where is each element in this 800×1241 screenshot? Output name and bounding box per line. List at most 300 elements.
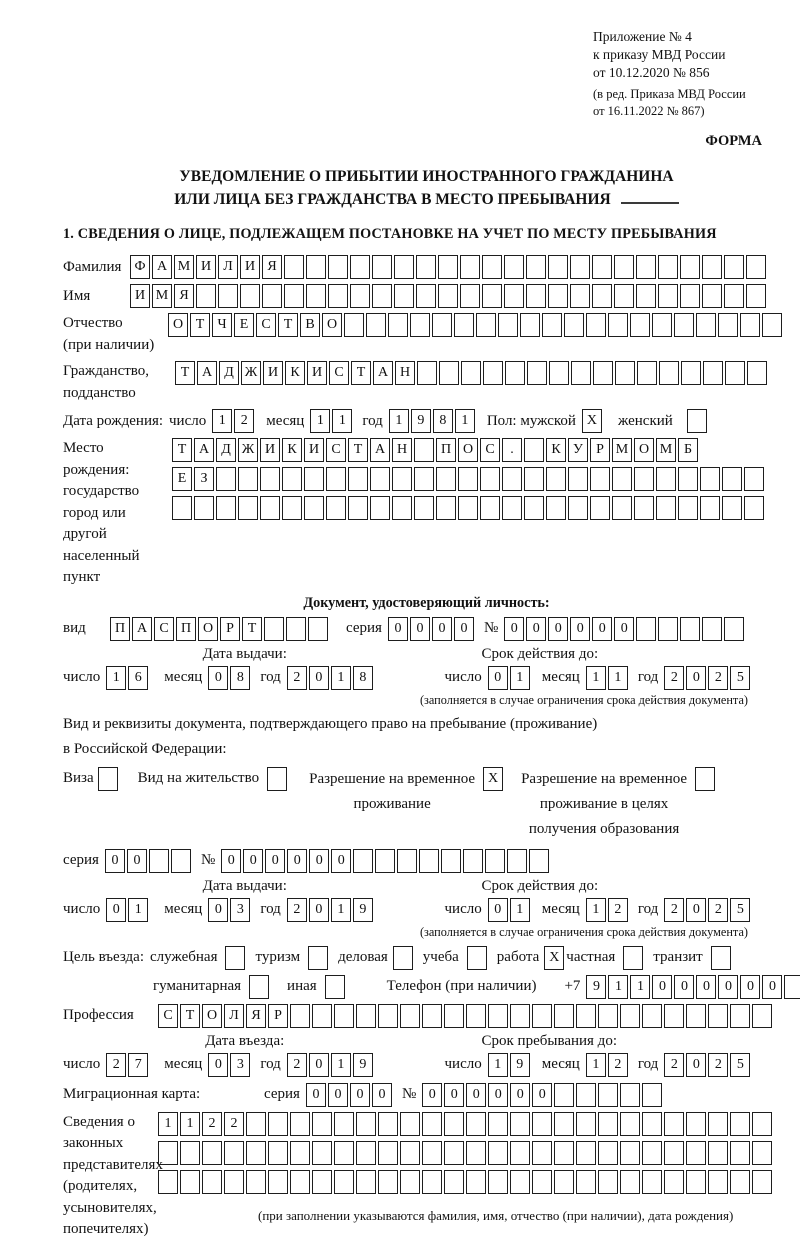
cell[interactable] <box>284 284 304 308</box>
cell[interactable]: 0 <box>105 849 125 873</box>
cell[interactable]: Е <box>172 467 192 491</box>
cell[interactable]: 0 <box>686 666 706 690</box>
cell[interactable] <box>460 284 480 308</box>
cell[interactable] <box>171 849 191 873</box>
cell[interactable]: 1 <box>488 1053 508 1077</box>
cell[interactable]: Е <box>234 313 254 337</box>
cell[interactable] <box>498 313 518 337</box>
cell[interactable] <box>571 361 591 385</box>
cell[interactable]: К <box>285 361 305 385</box>
cell[interactable] <box>334 1112 354 1136</box>
cell[interactable] <box>378 1004 398 1028</box>
cell[interactable]: Т <box>172 438 192 462</box>
cell[interactable] <box>458 496 478 520</box>
cell[interactable] <box>488 1004 508 1028</box>
cell[interactable]: 0 <box>287 849 307 873</box>
cell[interactable] <box>414 438 434 462</box>
cell[interactable]: М <box>152 284 172 308</box>
cell[interactable] <box>504 255 524 279</box>
cell[interactable]: Я <box>246 1004 266 1028</box>
cell[interactable] <box>620 1141 640 1165</box>
purpose-study-checkbox[interactable] <box>467 946 489 970</box>
cell[interactable]: С <box>326 438 346 462</box>
cell[interactable]: 0 <box>674 975 694 999</box>
cell[interactable] <box>417 361 437 385</box>
cell[interactable] <box>546 467 566 491</box>
cell[interactable] <box>246 1141 266 1165</box>
cell[interactable] <box>400 1112 420 1136</box>
cell[interactable] <box>505 361 525 385</box>
cell[interactable] <box>400 1004 420 1028</box>
residence-issue-day-input[interactable] <box>106 898 150 922</box>
cell[interactable] <box>378 1170 398 1194</box>
cell[interactable] <box>400 1141 420 1165</box>
cell[interactable] <box>216 467 236 491</box>
cell[interactable] <box>702 255 722 279</box>
cell[interactable]: 0 <box>221 849 241 873</box>
cell[interactable] <box>548 284 568 308</box>
cell[interactable] <box>642 1112 662 1136</box>
cell[interactable] <box>441 849 461 873</box>
cell[interactable]: Ж <box>238 438 258 462</box>
cell[interactable] <box>356 1004 376 1028</box>
cell[interactable]: 9 <box>353 1053 373 1077</box>
cell[interactable] <box>393 946 413 970</box>
cell[interactable]: 0 <box>454 617 474 641</box>
cell[interactable]: Т <box>278 313 298 337</box>
migration-series-input[interactable] <box>306 1083 394 1107</box>
cell[interactable] <box>546 496 566 520</box>
cell[interactable]: 1 <box>331 666 351 690</box>
cell[interactable] <box>240 284 260 308</box>
cell[interactable]: А <box>132 617 152 641</box>
cell[interactable]: 8 <box>230 666 250 690</box>
cell[interactable] <box>784 975 800 999</box>
cell[interactable]: И <box>304 438 324 462</box>
cell[interactable] <box>664 1141 684 1165</box>
cell[interactable]: Д <box>219 361 239 385</box>
cell[interactable] <box>527 361 547 385</box>
cell[interactable] <box>444 1170 464 1194</box>
cell[interactable] <box>652 313 672 337</box>
cell[interactable] <box>98 767 118 791</box>
cell[interactable]: Т <box>180 1004 200 1028</box>
cell[interactable] <box>238 496 258 520</box>
cell[interactable] <box>576 1141 596 1165</box>
cell[interactable] <box>350 255 370 279</box>
cell[interactable]: 0 <box>510 1083 530 1107</box>
cell[interactable] <box>410 313 430 337</box>
cell[interactable] <box>637 361 657 385</box>
cell[interactable] <box>436 467 456 491</box>
cell[interactable]: 5 <box>730 1053 750 1077</box>
cell[interactable]: 0 <box>350 1083 370 1107</box>
cell[interactable]: Т <box>351 361 371 385</box>
cell[interactable]: 0 <box>488 666 508 690</box>
cell[interactable]: О <box>202 1004 222 1028</box>
cell[interactable]: 2 <box>708 898 728 922</box>
cell[interactable] <box>752 1112 772 1136</box>
cell[interactable] <box>466 1112 486 1136</box>
cell[interactable] <box>608 313 628 337</box>
cell[interactable]: 2 <box>608 898 628 922</box>
cell[interactable] <box>467 946 487 970</box>
cell[interactable]: Я <box>262 255 282 279</box>
given-name-input[interactable] <box>130 284 768 308</box>
surname-input[interactable] <box>130 255 768 279</box>
cell[interactable] <box>463 849 483 873</box>
purpose-tourism-checkbox[interactable] <box>308 946 330 970</box>
cell[interactable]: 1 <box>332 409 352 433</box>
cell[interactable] <box>224 1141 244 1165</box>
cell[interactable] <box>308 946 328 970</box>
cell[interactable] <box>722 496 742 520</box>
cell[interactable]: 5 <box>730 898 750 922</box>
cell[interactable]: 0 <box>686 898 706 922</box>
cell[interactable] <box>432 313 452 337</box>
cell[interactable] <box>246 1170 266 1194</box>
cell[interactable] <box>502 496 522 520</box>
cell[interactable] <box>524 438 544 462</box>
cell[interactable]: 3 <box>230 898 250 922</box>
cell[interactable] <box>436 496 456 520</box>
cell[interactable]: И <box>307 361 327 385</box>
cell[interactable]: 2 <box>287 1053 307 1077</box>
cell[interactable] <box>623 946 643 970</box>
cell[interactable]: З <box>194 467 214 491</box>
cell[interactable] <box>268 1141 288 1165</box>
cell[interactable]: П <box>176 617 196 641</box>
cell[interactable]: 3 <box>230 1053 250 1077</box>
cell[interactable] <box>344 313 364 337</box>
cell[interactable] <box>730 1170 750 1194</box>
patronymic-input[interactable] <box>168 313 784 337</box>
cell[interactable] <box>598 1112 618 1136</box>
cell[interactable] <box>744 496 764 520</box>
cell[interactable] <box>680 284 700 308</box>
residence-issue-month-input[interactable] <box>208 898 252 922</box>
purpose-delovaya-checkbox[interactable] <box>393 946 415 970</box>
cell[interactable] <box>730 1004 750 1028</box>
cell[interactable] <box>480 467 500 491</box>
doc-expiry-day-input[interactable] <box>488 666 532 690</box>
cell[interactable] <box>334 1170 354 1194</box>
cell[interactable]: 0 <box>570 617 590 641</box>
cell[interactable] <box>681 361 701 385</box>
cell[interactable] <box>507 849 527 873</box>
cell[interactable] <box>568 467 588 491</box>
cell[interactable] <box>620 1112 640 1136</box>
cell[interactable] <box>172 496 192 520</box>
cell[interactable] <box>510 1170 530 1194</box>
cell[interactable] <box>180 1141 200 1165</box>
cell[interactable] <box>752 1004 772 1028</box>
cell[interactable] <box>304 496 324 520</box>
cell[interactable] <box>656 496 676 520</box>
cell[interactable] <box>260 467 280 491</box>
cell[interactable]: А <box>152 255 172 279</box>
cell[interactable] <box>702 284 722 308</box>
cell[interactable] <box>488 1170 508 1194</box>
cell[interactable] <box>664 1170 684 1194</box>
cell[interactable]: 1 <box>331 1053 351 1077</box>
cell[interactable]: X <box>483 767 503 791</box>
cell[interactable]: О <box>168 313 188 337</box>
cell[interactable]: О <box>198 617 218 641</box>
cell[interactable] <box>370 467 390 491</box>
cell[interactable] <box>703 361 723 385</box>
cell[interactable] <box>620 1170 640 1194</box>
cell[interactable] <box>439 361 459 385</box>
cell[interactable]: И <box>263 361 283 385</box>
cell[interactable] <box>636 284 656 308</box>
cell[interactable] <box>524 496 544 520</box>
cell[interactable]: 0 <box>309 898 329 922</box>
residence-expiry-day-input[interactable] <box>488 898 532 922</box>
cell[interactable] <box>718 313 738 337</box>
cell[interactable] <box>400 1170 420 1194</box>
purpose-private-checkbox[interactable] <box>623 946 645 970</box>
entry-month-input[interactable] <box>208 1053 252 1077</box>
cell[interactable] <box>458 467 478 491</box>
cell[interactable] <box>576 1004 596 1028</box>
cell[interactable] <box>658 255 678 279</box>
cell[interactable]: К <box>546 438 566 462</box>
cell[interactable]: Л <box>224 1004 244 1028</box>
cell[interactable] <box>312 1141 332 1165</box>
cell[interactable] <box>267 767 287 791</box>
cell[interactable] <box>268 1170 288 1194</box>
cell[interactable]: 2 <box>608 1053 628 1077</box>
cell[interactable]: Т <box>348 438 368 462</box>
cell[interactable] <box>549 361 569 385</box>
cell[interactable] <box>466 1170 486 1194</box>
purpose-business-checkbox[interactable] <box>225 946 247 970</box>
cell[interactable]: 9 <box>510 1053 530 1077</box>
cell[interactable] <box>568 496 588 520</box>
stay-year-input[interactable] <box>664 1053 752 1077</box>
cell[interactable]: 7 <box>128 1053 148 1077</box>
cell[interactable]: 0 <box>526 617 546 641</box>
cell[interactable] <box>532 1170 552 1194</box>
cell[interactable] <box>397 849 417 873</box>
cell[interactable]: 0 <box>718 975 738 999</box>
cell[interactable] <box>570 284 590 308</box>
cell[interactable]: Д <box>216 438 236 462</box>
residence-number-input[interactable] <box>221 849 551 873</box>
cell[interactable]: С <box>480 438 500 462</box>
cell[interactable] <box>372 284 392 308</box>
cell[interactable] <box>225 946 245 970</box>
cell[interactable]: 0 <box>388 617 408 641</box>
cell[interactable] <box>444 1112 464 1136</box>
cell[interactable]: X <box>582 409 602 433</box>
cell[interactable] <box>664 1004 684 1028</box>
cell[interactable] <box>730 1112 750 1136</box>
doc-issue-year-input[interactable] <box>287 666 375 690</box>
cell[interactable] <box>620 1004 640 1028</box>
representatives-line1-input[interactable] <box>158 1112 774 1136</box>
cell[interactable] <box>708 1112 728 1136</box>
cell[interactable] <box>586 313 606 337</box>
cell[interactable] <box>264 617 284 641</box>
doc-issue-month-input[interactable] <box>208 666 252 690</box>
cell[interactable] <box>510 1004 530 1028</box>
cell[interactable]: 0 <box>243 849 263 873</box>
birth-place-line2-input[interactable] <box>172 467 766 491</box>
cell[interactable] <box>262 284 282 308</box>
cell[interactable] <box>532 1112 552 1136</box>
cell[interactable] <box>476 313 496 337</box>
cell[interactable] <box>284 255 304 279</box>
cell[interactable] <box>520 313 540 337</box>
cell[interactable]: 2 <box>664 666 684 690</box>
cell[interactable] <box>249 975 269 999</box>
birth-place-line1-input[interactable] <box>172 438 766 462</box>
cell[interactable] <box>483 361 503 385</box>
cell[interactable] <box>218 284 238 308</box>
cell[interactable] <box>752 1170 772 1194</box>
cell[interactable] <box>312 1112 332 1136</box>
residence-issue-year-input[interactable] <box>287 898 375 922</box>
cell[interactable]: Н <box>395 361 415 385</box>
cell[interactable] <box>658 284 678 308</box>
cell[interactable] <box>554 1004 574 1028</box>
cell[interactable] <box>686 1112 706 1136</box>
cell[interactable] <box>642 1170 662 1194</box>
cell[interactable] <box>325 975 345 999</box>
cell[interactable]: К <box>282 438 302 462</box>
cell[interactable] <box>746 255 766 279</box>
cell[interactable] <box>554 1141 574 1165</box>
cell[interactable]: 1 <box>212 409 232 433</box>
cell[interactable] <box>724 255 744 279</box>
cell[interactable]: И <box>240 255 260 279</box>
cell[interactable] <box>502 467 522 491</box>
cell[interactable] <box>642 1004 662 1028</box>
cell[interactable]: 0 <box>309 1053 329 1077</box>
cell[interactable] <box>202 1141 222 1165</box>
cell[interactable] <box>576 1170 596 1194</box>
doc-series-input[interactable] <box>388 617 476 641</box>
cell[interactable] <box>394 284 414 308</box>
cell[interactable]: 1 <box>128 898 148 922</box>
cell[interactable] <box>554 1083 574 1107</box>
residence-expiry-month-input[interactable] <box>586 898 630 922</box>
cell[interactable] <box>548 255 568 279</box>
cell[interactable] <box>388 313 408 337</box>
cell[interactable]: 0 <box>686 1053 706 1077</box>
cell[interactable] <box>752 1141 772 1165</box>
cell[interactable] <box>529 849 549 873</box>
cell[interactable] <box>392 467 412 491</box>
cell[interactable] <box>636 255 656 279</box>
cell[interactable]: 0 <box>265 849 285 873</box>
cell[interactable] <box>612 496 632 520</box>
residence-series-input[interactable] <box>105 849 193 873</box>
cell[interactable]: П <box>436 438 456 462</box>
cell[interactable] <box>674 313 694 337</box>
cell[interactable] <box>680 255 700 279</box>
doc-kind-input[interactable] <box>110 617 330 641</box>
cell[interactable]: У <box>568 438 588 462</box>
cell[interactable] <box>394 255 414 279</box>
cell[interactable]: 1 <box>586 898 606 922</box>
cell[interactable] <box>592 284 612 308</box>
cell[interactable] <box>686 1170 706 1194</box>
cell[interactable]: 1 <box>608 666 628 690</box>
cell[interactable] <box>570 255 590 279</box>
cell[interactable]: 0 <box>410 617 430 641</box>
doc-issue-day-input[interactable] <box>106 666 150 690</box>
cell[interactable] <box>422 1112 442 1136</box>
representatives-line2-input[interactable] <box>158 1141 774 1165</box>
cell[interactable]: 1 <box>586 666 606 690</box>
cell[interactable] <box>216 496 236 520</box>
cell[interactable]: 0 <box>208 1053 228 1077</box>
cell[interactable]: О <box>634 438 654 462</box>
cell[interactable]: 1 <box>586 1053 606 1077</box>
birth-year-input[interactable] <box>389 409 477 433</box>
cell[interactable]: Б <box>678 438 698 462</box>
cell[interactable] <box>460 255 480 279</box>
cell[interactable]: 2 <box>224 1112 244 1136</box>
cell[interactable]: 0 <box>372 1083 392 1107</box>
cell[interactable] <box>375 849 395 873</box>
cell[interactable] <box>658 617 678 641</box>
cell[interactable] <box>590 496 610 520</box>
cell[interactable] <box>422 1141 442 1165</box>
cell[interactable]: 0 <box>127 849 147 873</box>
cell[interactable] <box>422 1170 442 1194</box>
cell[interactable] <box>290 1141 310 1165</box>
cell[interactable] <box>526 255 546 279</box>
birth-day-input[interactable] <box>212 409 256 433</box>
cell[interactable] <box>722 467 742 491</box>
cell[interactable] <box>444 1004 464 1028</box>
cell[interactable]: И <box>196 255 216 279</box>
cell[interactable]: 0 <box>488 898 508 922</box>
cell[interactable]: 2 <box>106 1053 126 1077</box>
cell[interactable] <box>504 284 524 308</box>
cell[interactable] <box>659 361 679 385</box>
cell[interactable] <box>702 617 722 641</box>
cell[interactable] <box>636 617 656 641</box>
cell[interactable] <box>158 1170 178 1194</box>
cell[interactable] <box>744 467 764 491</box>
cell[interactable]: Ж <box>241 361 261 385</box>
cell[interactable] <box>328 255 348 279</box>
residence-permit-checkbox[interactable] <box>267 767 289 791</box>
cell[interactable] <box>700 467 720 491</box>
cell[interactable] <box>326 496 346 520</box>
cell[interactable] <box>614 255 634 279</box>
cell[interactable] <box>746 284 766 308</box>
cell[interactable]: 1 <box>455 409 475 433</box>
cell[interactable] <box>308 617 328 641</box>
cell[interactable] <box>416 284 436 308</box>
cell[interactable] <box>356 1141 376 1165</box>
cell[interactable] <box>268 1112 288 1136</box>
cell[interactable]: 1 <box>510 898 530 922</box>
cell[interactable] <box>326 467 346 491</box>
cell[interactable] <box>392 496 412 520</box>
cell[interactable] <box>695 767 715 791</box>
cell[interactable]: 2 <box>234 409 254 433</box>
cell[interactable] <box>282 467 302 491</box>
cell[interactable] <box>334 1004 354 1028</box>
cell[interactable] <box>510 1141 530 1165</box>
